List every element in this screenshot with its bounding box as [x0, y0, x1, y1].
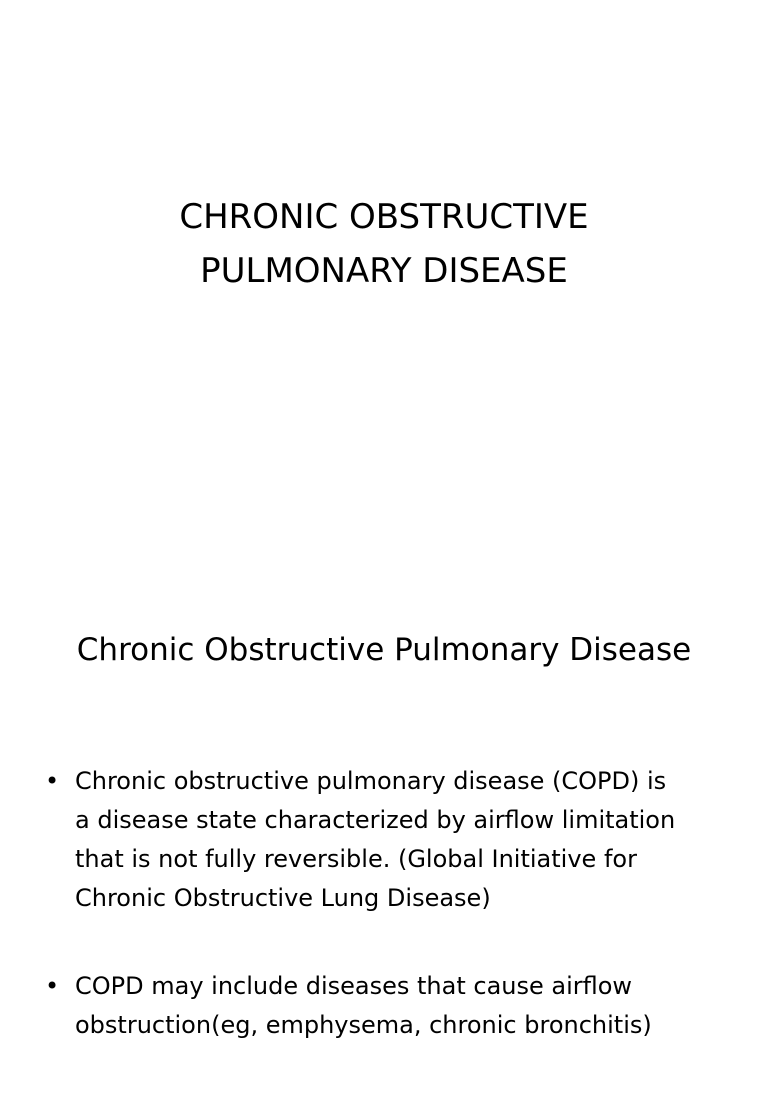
- bullet-icon: •: [45, 767, 60, 795]
- bullet-item: [45, 967, 745, 1045]
- bullet-line: obstruction(eg, emphysema, chronic bronchitis): [75, 1011, 652, 1039]
- slide-2-title: Chronic Obstructive Pulmonary Disease: [76, 632, 692, 668]
- bullet-icon: •: [45, 972, 60, 1000]
- slide-1-title-line: CHRONIC OBSTRUCTIVE: [179, 197, 589, 237]
- slide-1-title: [0, 190, 768, 298]
- bullet-text: [75, 967, 745, 1045]
- slide-1-title-line: PULMONARY DISEASE: [200, 251, 568, 291]
- bullet-list: [45, 762, 745, 1094]
- bullet-line: that is not fully reversible. (Global Initiative for: [75, 845, 637, 873]
- slide-2: [0, 576, 768, 1039]
- bullet-line: COPD may include diseases that cause airflow: [75, 972, 633, 1000]
- bullet-line: Chronic Obstructive Lung Disease): [75, 884, 491, 912]
- bullet-item: [45, 762, 745, 918]
- bullet-line: Chronic obstructive pulmonary disease (COPD) is: [75, 767, 667, 795]
- bullet-line: a disease state characterized by airflow limitation: [75, 806, 676, 834]
- bullet-text: [75, 762, 745, 918]
